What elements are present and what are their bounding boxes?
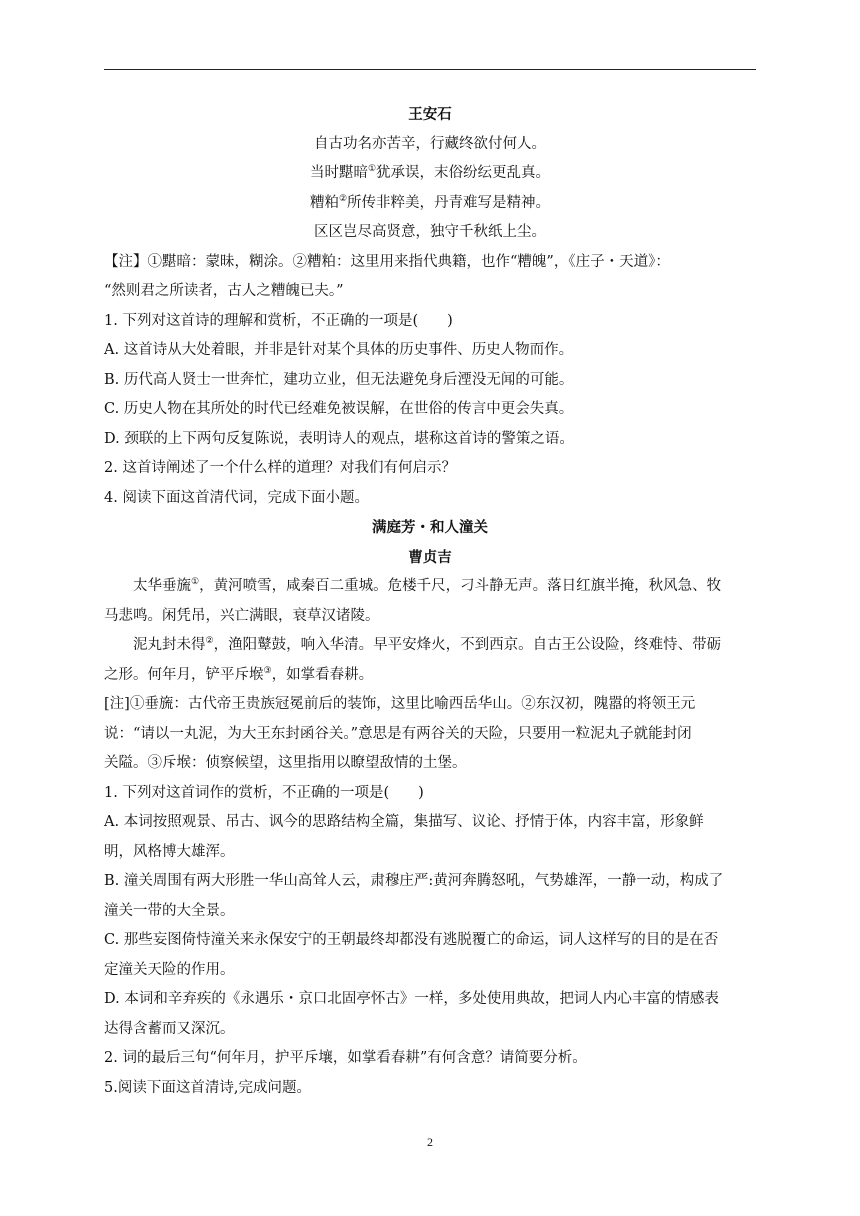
- question-2: 2. 这首诗阐述了一个什么样的道理？对我们有何启示？: [104, 460, 456, 476]
- poem-author: 王安石: [408, 106, 452, 123]
- ci-paragraph: 泥丸封未得②，渔阳鼙鼓，响入华清。早平安烽火，不到西京。自古王公设险，终难恃、带砺: [133, 636, 722, 653]
- option-c: C. 那些妄图倚恃潼关来永保安宁的王朝最终却都没有逃脱覆亡的命运，词人这样写的目的是在否: [104, 932, 719, 948]
- ci-title: 满庭芳・和人潼关: [372, 519, 488, 536]
- ci-note: 关隘。③斥堠：侦察候望，这里指用以瞭望敌情的土堡。: [104, 755, 467, 771]
- footnote-marker: ①: [367, 164, 377, 175]
- footnote-marker: ②: [338, 193, 348, 204]
- page-number: 2: [427, 1135, 433, 1149]
- option-c-cont: 定潼关天险的作用。: [104, 961, 235, 978]
- ci-paragraph: 之形。何年月，铲平斥堠③，如掌看春耕。: [104, 665, 374, 683]
- footnote-marker: ③: [263, 665, 272, 676]
- ci-note: [注]①垂旒：古代帝王贵族冠冕前后的装饰，这里比喻西岳华山。②东汉初，隗嚣的将领王元: [104, 696, 696, 712]
- option-b: B. 潼关周围有两大形胜一华山高耸人云，肃穆庄严:黄河奔腾怒吼，气势雄浑，一静一动，构成了: [104, 873, 724, 889]
- footnote-marker: ①: [191, 577, 200, 588]
- page-content: [104, 100, 756, 1103]
- header-rule: [104, 69, 756, 70]
- section-4-intro: 4. 阅读下面这首清代词，完成下面小题。: [104, 489, 369, 506]
- option-b-cont: 潼关一带的大全景。: [104, 902, 235, 919]
- ci-paragraph: 太华垂旒①，黄河喷雪，咸秦百二重城。危楼千尺，刁斗静无声。落日红旗半掩，秋风急、牧: [133, 577, 722, 594]
- option-a: A. 这首诗从大处着眼，并非是针对某个具体的历史事件、历史人物而作。: [104, 342, 574, 358]
- ci-author: 曹贞吉: [408, 548, 452, 566]
- poem-line: 糟粕②所传非粹美，丹青难写是精神。: [309, 193, 551, 211]
- poem-line: 自古功名亦苦辛，行藏终欲付何人。: [314, 135, 546, 152]
- option-a-cont: 明，风格博大雄浑。: [104, 843, 235, 860]
- option-c: C. 历史人物在其所处的时代已经难免被误解，在世俗的传言中更会失真。: [104, 401, 574, 417]
- poem-line: 区区岂尽高贤意，独守千秋纸上尘。: [314, 224, 546, 240]
- option-d: D. 本词和辛弃疾的《永遇乐・京口北固亭怀古》一样，多处使用典故，把词人内心丰富的情感表: [104, 991, 719, 1007]
- poem-note: 【注】①黮暗：蒙昧，糊涂。②糟粕：这里用来指代典籍，也作“糟魄”，《庄子・天道》：: [104, 253, 670, 270]
- question-2: 2. 词的最后三句“何年月，护平斥壤，如掌看春耕”有何含意？请简要分析。: [104, 1050, 587, 1066]
- ci-paragraph: 马悲鸣。闲凭吊，兴亡满眼，衰草汉诸陵。: [104, 607, 380, 624]
- option-b: B. 历代高人贤士一世奔忙，建功立业，但无法避免身后湮没无闻的可能。: [104, 371, 574, 388]
- question-1: 1. 下列对这首词作的赏析，不正确的一项是( ): [104, 784, 424, 801]
- ci-note: 说：“请以一丸泥，为大王东封函谷关。”意思是有两谷关的天险，只要用一粒泥丸子就能封闭: [104, 725, 692, 742]
- footnote-marker: ②: [205, 636, 214, 647]
- poem-note: “然则君之所读者，古人之糟魄已夫。”: [104, 283, 344, 299]
- section-5-intro: 5.阅读下面这首清诗,完成问题。: [104, 1079, 311, 1096]
- option-a: A. 本词按照观景、吊古、讽今的思路结构全篇，集描写、议论、抒情于体，内容丰富，形象鲜: [104, 814, 704, 830]
- question-1: 1. 下列对这首诗的理解和赏析，不正确的一项是( ): [104, 312, 453, 329]
- option-d: D. 颈联的上下两句反复陈说，表明诗人的观点，堪称这首诗的警策之语。: [104, 430, 574, 447]
- option-d-cont: 达得含蓄而又深沉。: [104, 1020, 235, 1037]
- poem-line: 当时黮暗①犹承误，末俗纷纭更乱真。: [309, 164, 551, 181]
